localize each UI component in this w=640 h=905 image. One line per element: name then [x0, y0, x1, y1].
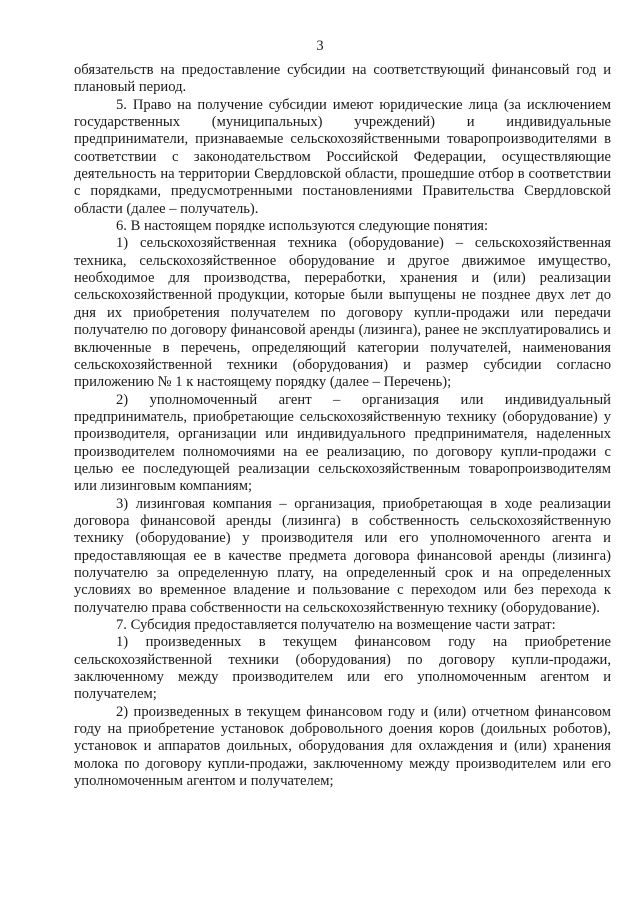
paragraph-item-7-1: 1) произведенных в текущем финансовом году на приобретение сельскохозяйственной техники (оборудования) по договору купли-продажи, заключенному между производителем или его уполномоченным агентом и получателем;: [74, 634, 611, 703]
paragraph-item-6-2: 2) уполномоченный агент – организация или индивидуальный предприниматель, приобретающие сельскохозяйственную технику (оборудование) у производителя, организации или индивидуального предпринимателя, наделенных производителем полномочиями на ее реализацию, по договору купли-продажи с целью ее последующей реализации сельскохозяйственным товаропроизводителям или лизинговым компаниям;: [74, 391, 611, 495]
paragraph-continuation: обязательств на предоставление субсидии на соответствующий финансовый год и плановый период.: [74, 62, 611, 96]
paragraph-item-7-2: 2) произведенных в текущем финансовом году и (или) отчетном финансовом году на приобретение установок добровольного доения коров (доильных роботов), установок и аппаратов доильных, оборудования для охлаждения и (или) хранения молока по договору купли-продажи, заключенному между производителем или его уполномоченным агентом и получателем;: [74, 703, 611, 790]
page-number: 3: [316, 38, 324, 54]
paragraph-item-5: 5. Право на получение субсидии имеют юридические лица (за исключением государственных (муниципальных) учреждений) и индивидуальные предприниматели, признаваемые сельскохозяйственными товаропроизводителями в соответствии с законодательством Российской Федерации, осуществляющие деятельность на территории Свердловской области, прошедшие отбор в соответствии с порядками, предусмотренными постановлениями Правительства Свердловской области (далее – получатель).: [74, 96, 611, 217]
paragraph-item-6-3: 3) лизинговая компания – организация, приобретающая в ходе реализации договора финансовой аренды (лизинга) в собственность сельскохозяйственную технику (оборудование) у производителя или его уполномоченного агента и предоставляющая ее в качестве предмета договора финансовой аренды (лизинга) получателю за определенную плату, на определенный срок и на определенных условиях во временное владение и пользование с переходом или без перехода к получателю права собственности на сельскохозяйственную технику (оборудование).: [74, 495, 611, 616]
document-body: [74, 62, 611, 790]
paragraph-item-7: 7. Субсидия предоставляется получателю на возмещение части затрат:: [116, 617, 556, 633]
paragraph-item-6: 6. В настоящем порядке используются следующие понятия:: [116, 218, 489, 235]
paragraph-item-6-1: 1) сельскохозяйственная техника (оборудование) – сельскохозяйственная техника, сельскохозяйственное оборудование и другое движимое имущество, необходимое для производства, переработки, хранения и (или) реализации сельскохозяйственной продукции, которые были выпущены не позднее двух лет до дня их приобретения получателем по договору купли-продажи или передачи получателю по договору финансовой аренды (лизинга), ранее не эксплуатировались и включенные в перечень, определяющий категории получателей, наименования сельскохозяйственной техники (оборудования) и размер субсидии согласно приложению № 1 к настоящему порядку (далее – Перечень);: [74, 235, 611, 391]
